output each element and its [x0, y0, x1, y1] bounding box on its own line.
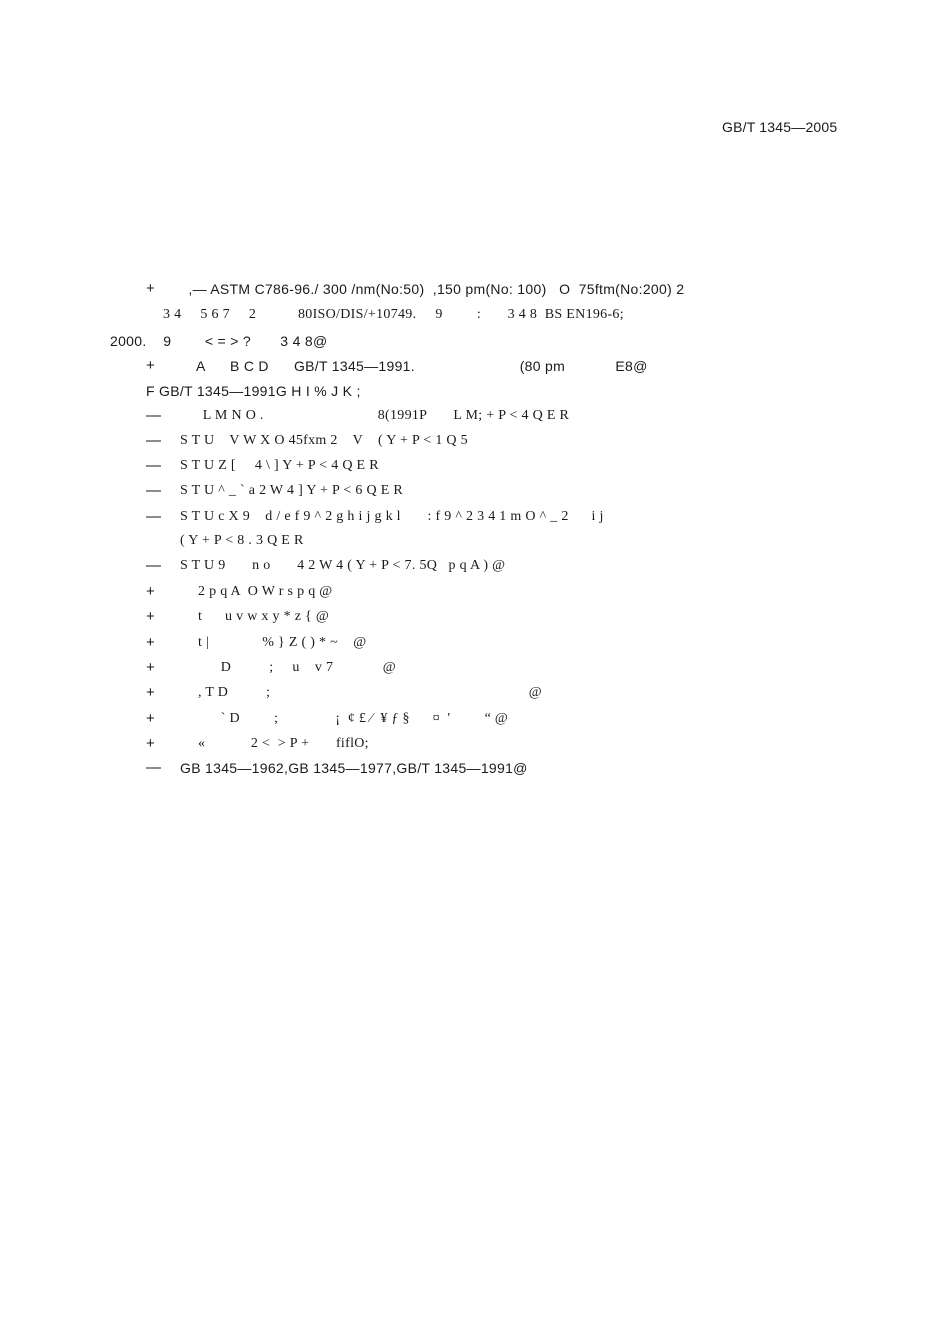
- text-line: S T U V W X O 45fxm 2 V ( Y + P < 1 Q 5: [180, 433, 468, 448]
- line-bullet: +: [146, 735, 155, 752]
- text-line: ,— ASTM C786-96./ 300 /nm(No:50) ,150 pm(No: 100) O 75ftm(No:200) 2: [180, 281, 685, 297]
- line-bullet: +: [146, 357, 155, 374]
- text-line: S T U Z [ 4 \ ] Y + P < 4 Q E R: [180, 458, 379, 473]
- line-bullet: +: [146, 608, 155, 625]
- text-line: ` D ; ¡ ¢ £ ⁄ ¥ ƒ § ¤ ' “ @: [198, 711, 509, 726]
- text-line: S T U c X 9 d / e f 9 ^ 2 g h i j g k l : f 9 ^ 2 3 4 1 m O ^ _ 2 i j: [180, 509, 604, 524]
- text-line: ( Y + P < 8 . 3 Q E R: [180, 533, 304, 548]
- line-bullet: —: [146, 508, 161, 525]
- line-bullet: +: [146, 634, 155, 651]
- text-line: S T U 9 n o 4 2 W 4 ( Y + P < 7. 5Q p q A ) @: [180, 558, 506, 573]
- text-line: 3 4 5 6 7 2 80ISO/DIS/+10749. 9 : 3 4 8 BS EN196-6;: [163, 307, 624, 322]
- text-line: « 2 < > P + fiflO;: [198, 736, 369, 751]
- line-bullet: —: [146, 457, 161, 474]
- line-bullet: +: [146, 583, 155, 600]
- line-bullet: —: [146, 432, 161, 449]
- text-line: 2 p q A O W r s p q @: [198, 584, 333, 599]
- line-bullet: —: [146, 557, 161, 574]
- text-line: GB 1345—1962,GB 1345—1977,GB/T 1345—1991@: [180, 760, 528, 776]
- text-line: L M N O . 8(1991P L M; + P < 4 Q E R: [180, 408, 570, 423]
- text-line: t | % } Z ( ) * ~ @: [198, 635, 367, 650]
- text-line: t u v w x y * z { @: [198, 609, 330, 624]
- standard-code: GB/T 1345—2005: [722, 119, 838, 135]
- line-bullet: +: [146, 710, 155, 727]
- text-line: 2000. 9 < = > ? 3 4 8@: [110, 333, 328, 349]
- text-line: D ; u v 7 @: [198, 660, 396, 675]
- text-line: S T U ^ _ ` a 2 W 4 ] Y + P < 6 Q E R: [180, 483, 403, 498]
- line-bullet: +: [146, 659, 155, 676]
- line-bullet: +: [146, 280, 155, 297]
- text-line: F GB/T 1345—1991G H I % J K ;: [146, 383, 361, 399]
- line-bullet: —: [146, 759, 161, 776]
- line-bullet: —: [146, 482, 161, 499]
- text-line: , T D ; @: [198, 685, 542, 700]
- text-line: A B C D GB/T 1345—1991. (80 pm E8@: [196, 358, 648, 374]
- line-bullet: —: [146, 407, 161, 424]
- line-bullet: +: [146, 684, 155, 701]
